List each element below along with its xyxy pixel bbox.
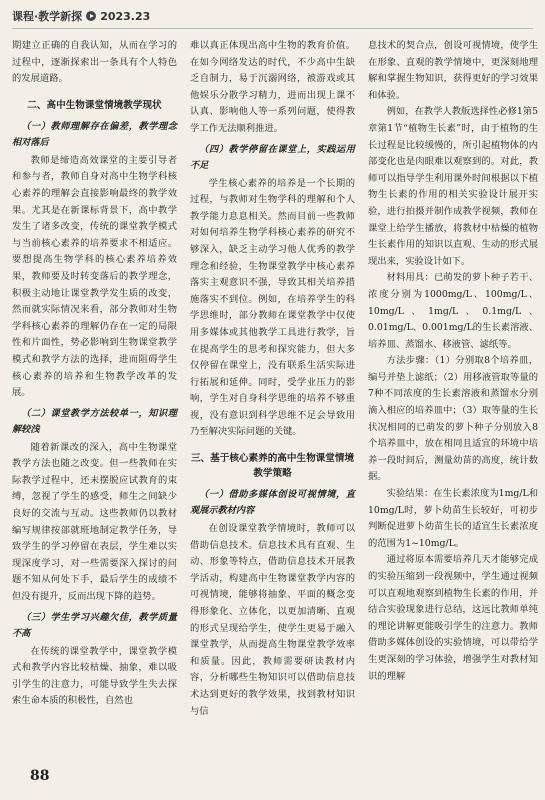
paragraph: 材料用具：已萌发的萝卜种子若干、浓度分别为1000mg/L、100mg/L、10mg/L、1mg/L、0.1mg/L、0.01mg/L、0.001mg/L的生长素溶液、培养皿、蒸馏水、移液管、滤纸等。 xyxy=(368,272,538,350)
section-heading: 二、高中生物课堂情境教学现状 xyxy=(27,99,162,111)
subsection-heading: （一）借助多媒体创设可视情境，直观展示教材内容 xyxy=(190,489,355,517)
subsection-heading: （四）教学停留在课堂上，实践运用不足 xyxy=(190,143,355,171)
play-icon xyxy=(86,11,96,21)
column-1 xyxy=(12,38,177,710)
subsection-heading: （二）课堂教学方法较单一，知识理解较浅 xyxy=(12,407,177,435)
column-2 xyxy=(190,38,355,720)
journal-title: 课程·教学新探 xyxy=(12,10,83,23)
issue-date: 2023.23 xyxy=(100,9,151,23)
column-3 xyxy=(368,38,538,685)
paragraph: 学生核心素养的培养是一个长期的过程，与教师对生物学科的理解和个人教学能力息息相关。然而目前一些教师对如何培养生物学科核心素养的研究不够深入，缺乏主动学习他人优秀的教学理念和经验，生物课堂教学中核心素养落实主观意识不强，导致其相关培养措施落实不到位。例如，在培养学生的科学思维时，部分教师在课堂教学中仅使用多媒体或其他教学工具进行教学，旨在提高学生的思考和探究能力，但大多仅停留在课堂上，没有联系生活实际进行拓展和延伸。同时，受学业压力的影响，学生对自身科学思维的培养不够重视，没有意识到科学思维不足会导致用乃至解决实际问题的关键。 xyxy=(190,177,355,438)
page-header xyxy=(12,6,533,26)
header-divider xyxy=(12,28,533,29)
subsection-heading: （三）学生学习兴趣欠佳，教学质量不高 xyxy=(12,611,177,639)
paragraph: 息技术的契合点，创设可视情境，使学生在形象、直观的教学情境中，更深刻地理解和掌握生物知识，获得更好的学习效果和体验。 xyxy=(368,40,538,101)
paragraph: 例如，在教学人教版选择性必修1第5章第1节“植物生长素”时，由于植物的生长过程是比较缓慢的，所引起植物体的内部变化也是肉眼难以观察到的。对此，教师可以指导学生利用课外时间根据以下植物生长素的作用的相关实验设计展开实验，进行拍摄并制作成教学视频，教师在课堂上给学生播放，将教材中枯燥的植物生长素作用的知识以直观、生动的形式展现出来，实验设计如下。 xyxy=(368,106,538,267)
paragraph: 通过将原本需要培养几天才能够完成的实验压缩到一段视频中，学生通过视频可以直观地观察到植物生长素的作用，并结合实验现象进行总结，这远比教师单纯的理论讲解更能吸引学生的注意力。教师借助多媒体创设的实验情境，可以带给学生更深刻的学习体验，增强学生对教材知识的理解 xyxy=(368,554,538,682)
paragraph: 难以真正体现出高中生物的教育价值。在如今网络发达的时代，不少高中生缺乏自制力，易于沉溺网络，被游戏或其他娱乐分散学习精力，进而出现上课不认真、影响他人等一系列问题，使得教学工作无法顺利推进。 xyxy=(190,40,355,134)
paragraph: 随着新课改的深入，高中生物课堂教学方法也随之改变。但一些教师在实际教学过程中，还未摆脱应试教育的束缚，忽视了学生的感受，师生之间缺少良好的交流与互动。这些教师仍以教材编写规律按部就班地制定教学任务，导致学生的学习停留在表层，学生难以实现深度学习，对一些需要深入探讨的问题不知从何处下手，最后学生的成绩不但没有提升，反而出现下降的趋势。 xyxy=(12,441,177,603)
section-heading: 三、基于核心素养的高中生物课堂情境教学策略 xyxy=(190,453,355,480)
page-number: 88 xyxy=(30,768,50,784)
subsection-heading: （一）教师理解存在偏差，教学理念相对落后 xyxy=(12,120,177,148)
paragraph: 实验结果：在生长素浓度为1mg/L和10mg/L时，萝卜幼苗生长较好，可初步判断促进萝卜幼苗生长的适宜生长素浓度的范围为1~10mg/L。 xyxy=(368,488,538,549)
paragraph: 在传统的课堂教学中，课堂教学模式和教学内容比较枯燥、抽象，难以吸引学生的注意力，可能导致学生失去探索生命本质的积极性，自然也 xyxy=(12,645,177,707)
paragraph: 在创设课堂教学情境时，教师可以借助信息技术。信息技术具有直观、生动、形象等特点，借助信息技术开展教学活动，构建高中生物课堂教学内容的可视情境，能够将抽象、平面的概念变得形象化、立体化，以更加清晰、直观的形式呈现给学生，使学生更易于融入课堂教学，从而提高生物课堂教学效率和质量。因此，教师需要研读教材内容，分析哪些生物知识可以借助信息技术达到更好的教学效果，找到教材知识与信 xyxy=(190,523,355,717)
paragraph: 教师是缔造高效课堂的主要引导者和参与者，教师自身对高中生物学科核心素养的理解会直接影响最终的教学效果。尤其是在新课标背景下，高中教学发生了诸多改变，传统的课堂教学模式与当前核心素养的培养要求不相适应。要想提高生物学科的核心素养培养效果，教师要及时转变落后的教学理念，积极主动地让课堂教学发生质的改变，然而就实际情况来看，部分教师对生物学科核心素养的理解仍存在一定的局限性和片面性，势必影响到生物课堂教学模式和教学方法的选择，进而阻碍学生核心素养的培养和生物教学改革的发展。 xyxy=(12,154,177,399)
paragraph: 方法步骤：（1）分别取8个培养皿，编号并垫上滤纸；（2）用移液管取等量的7种不同浓度的生长素溶液和蒸馏水分别滴入相应的培养皿中；（3）取等量的生长状况相同的已萌发的萝卜种子分别放入8个培养皿中，放在相同且适宜的环境中培养一段时间后，测量幼苗的高度，统计数据。 xyxy=(368,355,538,483)
paragraph: 期建立正确的自我认知，从而在学习的过程中，逐渐探索出一条具有个人特色的发展道路。 xyxy=(12,40,177,85)
